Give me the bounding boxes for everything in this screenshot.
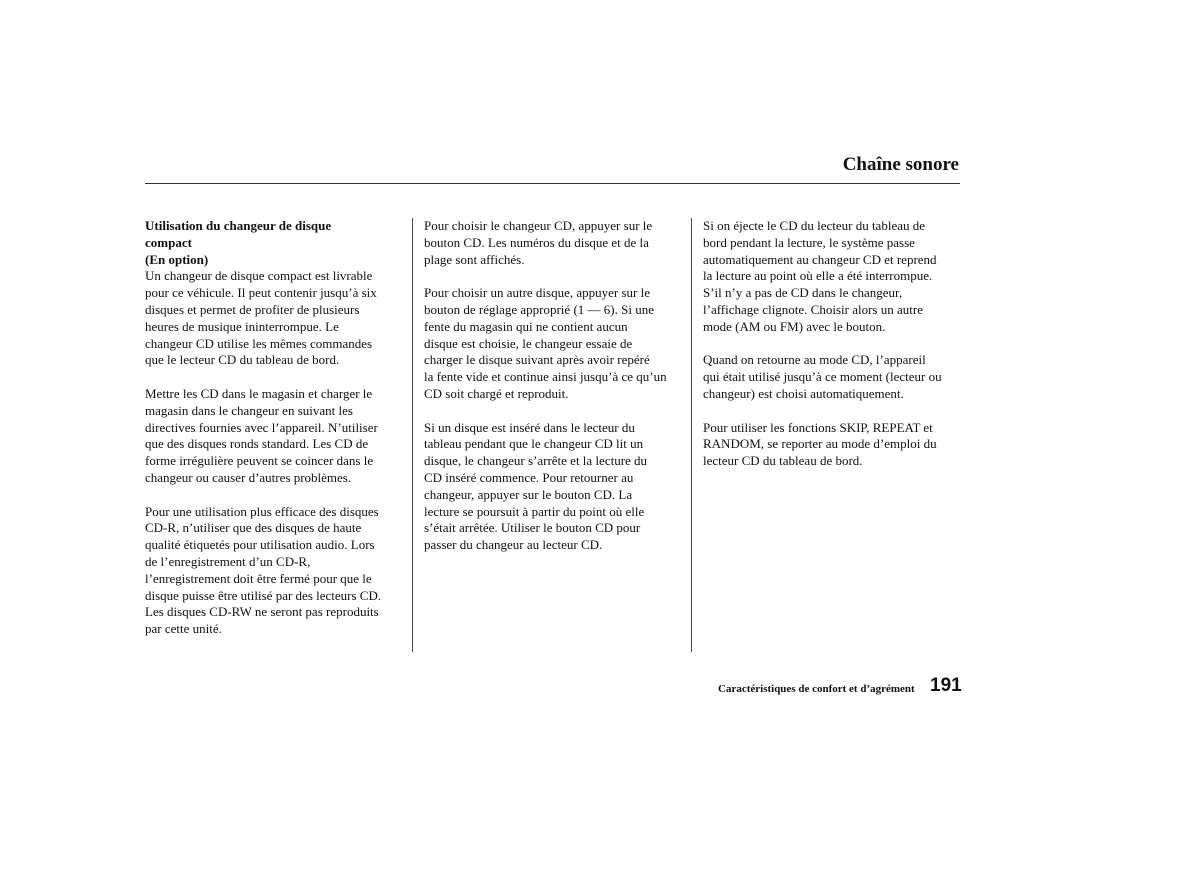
text-line: bouton de réglage approprié (1 — 6). Si une [424,301,654,317]
paragraph [145,386,407,487]
text-line: passer du changeur au lecteur CD. [424,537,603,553]
text-line: magasin dans le changeur en suivant les [145,402,353,418]
heading-line: Utilisation du changeur de disque [145,218,332,233]
paragraph [703,420,965,470]
text-column-2 [424,218,686,571]
paragraph [424,218,686,268]
text-line: Si un disque est inséré dans le lecteur du [424,419,635,435]
text-line: automatiquement au changeur CD et reprend [703,251,937,267]
text-column-1 [145,218,407,655]
text-line: Pour choisir un autre disque, appuyer sur le [424,285,651,301]
text-line: qualité étiquetés pour utilisation audio. Lors [145,537,375,553]
text-line: qui était utilisé jusqu’à ce moment (lecteur ou [703,369,942,385]
text-line: CD-R, n’utiliser que des disques de haute [145,520,362,536]
text-line: CD inséré commence. Pour retourner au [424,469,634,485]
column-divider [691,218,692,652]
column-divider [412,218,413,652]
text-line: RANDOM, se reporter au mode d’emploi du [703,436,937,452]
page-title: Chaîne sonore [842,154,959,175]
text-line: changeur) est choisi automatiquement. [703,385,904,401]
text-line: s’était arrêtée. Utiliser le bouton CD pour [424,520,641,536]
text-line: fente du magasin qui ne contient aucun [424,318,628,334]
heading-line: compact [145,234,192,250]
text-line: Un changeur de disque compact est livrable [145,268,373,284]
text-line: Pour une utilisation plus efficace des disques [145,503,379,519]
text-line: par cette unité. [145,621,222,637]
text-line: lecteur CD du tableau de bord. [703,453,863,469]
text-line: la lecture au point où elle a été interrompue. [703,268,933,284]
text-line: Quand on retourne au mode CD, l’appareil [703,352,926,368]
text-line: la fente vide et continue ainsi jusqu’à ce qu’un [424,369,667,385]
text-line: bouton CD. Les numéros du disque et de la [424,234,649,250]
text-column-3 [703,218,965,487]
heading-line: (En option) [145,251,209,267]
text-line: changeur ou causer d’autres problèmes. [145,469,352,485]
text-line: forme irrégulière peuvent se coincer dans le [145,453,374,469]
text-line: changeur, appuyer sur le bouton CD. La [424,486,633,502]
text-line: disque, le changeur s’arrête et la lecture du [424,453,648,469]
text-line: mode (AM ou FM) avec le bouton. [703,318,886,334]
text-line: disque puisse être utilisé par des lecteurs CD. [145,587,382,603]
text-line: Pour choisir le changeur CD, appuyer sur le [424,218,653,233]
text-line: bord pendant la lecture, le système passe [703,234,915,250]
text-line: lecture se poursuit à partir du point où elle [424,503,645,519]
text-line: pour ce véhicule. Il peut contenir jusqu’à six [145,285,377,301]
text-line: plage sont affichés. [424,251,525,267]
paragraph [703,352,965,402]
paragraph [145,504,407,638]
text-line: l’enregistrement doit être fermé pour que le [145,570,372,586]
text-line: l’affichage clignote. Choisir alors un autre [703,301,923,317]
text-line: disques et permet de profiter de plusieurs [145,301,360,317]
text-line: que des disques ronds standard. Les CD de [145,436,369,452]
text-line: Les disques CD-RW ne seront pas reproduits [145,604,379,620]
footer-section-title: Caractéristiques de confort et d’agrément [718,683,915,695]
text-line: disque est choisie, le changeur essaie de [424,335,633,351]
text-line: Mettre les CD dans le magasin et charger le [145,385,373,401]
paragraph [424,285,686,403]
text-line: Pour utiliser les fonctions SKIP, REPEAT et [703,419,933,435]
section-heading [145,218,407,369]
paragraph [703,218,965,336]
paragraph [424,420,686,554]
header-rule [145,183,960,184]
page-number: 191 [930,675,962,696]
text-line: de l’enregistrement d’un CD-R, [145,553,311,569]
text-line: directives fournies avec l’appareil. N’utiliser [145,419,378,435]
text-line: charger le disque suivant après avoir repéré [424,352,650,368]
text-line: Si on éjecte le CD du lecteur du tableau de [703,218,926,233]
text-line: CD soit chargé et reproduit. [424,385,569,401]
text-line: changeur CD utilise les mêmes commandes [145,335,373,351]
text-line: S’il n’y a pas de CD dans le changeur, [703,285,903,301]
text-line: heures de musique ininterrompue. Le [145,318,339,334]
text-line: tableau pendant que le changeur CD lit un [424,436,644,452]
text-line: que le lecteur CD du tableau de bord. [145,352,340,368]
